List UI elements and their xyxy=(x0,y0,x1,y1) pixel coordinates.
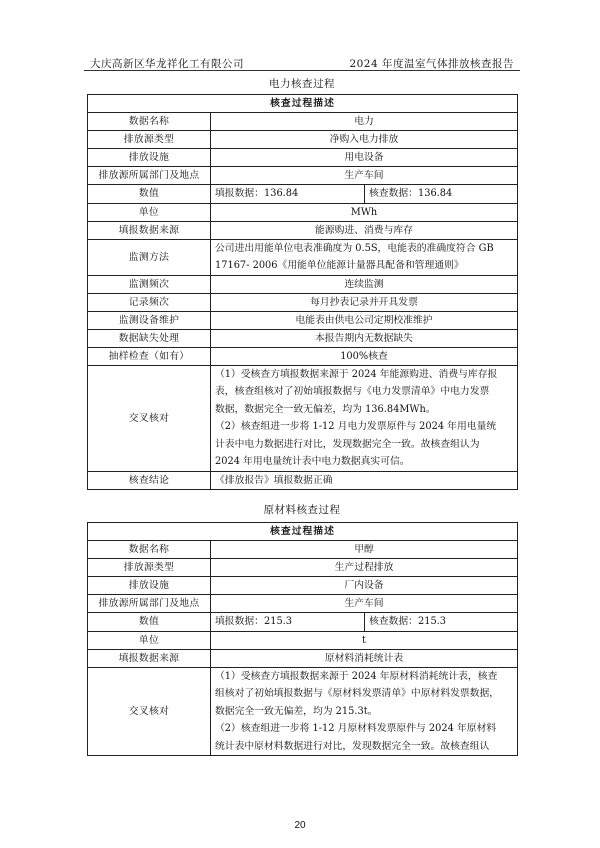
text-line: 组核对了初始填报数据与《原材料发票清单》中原材料发票数据， xyxy=(215,688,500,699)
table-header: 核查过程描述 xyxy=(88,523,518,541)
row-value: 厂内设备 xyxy=(211,577,518,595)
company-name: 大庆高新区华龙祥化工有限公司 xyxy=(90,58,244,70)
row-label: 排放源所属部门及地点 xyxy=(88,595,211,613)
text-line: （2）核查组进一步将 1-12 月原材料发票原件与 2024 年原材料 xyxy=(215,723,497,734)
row-value: 生产过程排放 xyxy=(211,559,518,577)
text-line: 公司进出用能单位电表准确度为 0.5S，电能表的准确度符合 GB xyxy=(215,242,494,254)
table-row xyxy=(88,185,518,204)
table-row xyxy=(88,347,518,365)
table-row xyxy=(88,577,518,595)
text-line: 计表中电力数据进行对比，发现数据完全一致。故核查组认为 xyxy=(215,438,480,450)
table-row xyxy=(88,595,518,613)
row-label: 抽样检查（如有） xyxy=(88,347,211,365)
text-line: 17167- 2006《用能单位能源计量器具配备和管理通则》 xyxy=(215,260,464,271)
row-value: 《排放报告》填报数据正确 xyxy=(211,471,518,490)
row-label: 数值 xyxy=(88,613,211,632)
row-value xyxy=(211,239,518,275)
table-row xyxy=(88,559,518,577)
row-value: 连续监测 xyxy=(211,275,518,293)
table-row xyxy=(88,203,518,221)
row-label: 交叉核对 xyxy=(88,365,211,471)
row-label: 填报数据来源 xyxy=(88,649,211,667)
table-row xyxy=(88,667,518,756)
table-row xyxy=(88,167,518,185)
reported-value: 填报数据：215.3 xyxy=(211,613,365,632)
header-divider xyxy=(84,70,520,71)
electricity-verification-table xyxy=(87,94,518,490)
row-label: 交叉核对 xyxy=(88,667,211,756)
row-label: 数据名称 xyxy=(88,113,211,131)
text-line: 统计表中原材料数据进行对比，发现数据完全一致。故核查组认 xyxy=(215,740,490,752)
page-header xyxy=(84,56,520,70)
row-value xyxy=(211,365,518,471)
row-label: 排放设施 xyxy=(88,577,211,595)
row-value: 甲醇 xyxy=(211,541,518,559)
row-label: 单位 xyxy=(88,631,211,649)
table-row xyxy=(88,221,518,239)
reported-value: 填报数据：136.84 xyxy=(211,185,365,204)
text-line: 表，核查组核对了初始填报数据与《电力发票清单》中电力发票 xyxy=(215,386,490,397)
row-value: 每月抄表记录并开具发票 xyxy=(211,293,518,311)
row-label: 数值 xyxy=(88,185,211,204)
text-line: （2）核查组进一步将 1-12 月电力发票原件与 2024 年用电量统 xyxy=(215,421,497,432)
row-value xyxy=(211,667,518,756)
row-label: 记录频次 xyxy=(88,293,211,311)
text-line: 数据完全一致无偏差，均为 215.3t。 xyxy=(215,705,378,717)
text-line: （1）受核查方填报数据来源于 2024 年原材料消耗统计表，核查 xyxy=(215,670,498,682)
row-label: 数据缺失处理 xyxy=(88,329,211,347)
row-label: 数据名称 xyxy=(88,541,211,559)
text-line: （1）受核查方填报数据来源于 2024 年能源购进、消费与库存报 xyxy=(215,368,498,380)
row-value: 净购入电力排放 xyxy=(211,131,518,149)
table-row xyxy=(88,613,518,632)
row-value: 本报告期内无数据缺失 xyxy=(211,329,518,347)
table-row xyxy=(88,311,518,329)
row-value: MWh xyxy=(211,203,518,221)
row-label: 监测方法 xyxy=(88,239,211,275)
row-label: 排放设施 xyxy=(88,149,211,167)
table-row xyxy=(88,541,518,559)
table-row xyxy=(88,131,518,149)
row-label: 监测设备维护 xyxy=(88,311,211,329)
table-row xyxy=(88,649,518,667)
row-value: 生产车间 xyxy=(211,595,518,613)
table-row xyxy=(88,365,518,471)
row-value: 用电设备 xyxy=(211,149,518,167)
text-line: 数据，数据完全一致无偏差，均为 136.84MWh。 xyxy=(215,403,436,415)
row-label: 监测频次 xyxy=(88,275,211,293)
row-value: 电力 xyxy=(211,113,518,131)
row-label: 填报数据来源 xyxy=(88,221,211,239)
row-label: 核查结论 xyxy=(88,471,211,490)
section-title-raw-materials: 原材料核查过程 xyxy=(263,504,341,516)
table-row xyxy=(88,113,518,131)
table-header: 核查过程描述 xyxy=(88,95,518,113)
text-line: 2024 年用电量统计表中电力数据真实可信。 xyxy=(215,456,410,467)
row-value: 生产车间 xyxy=(211,167,518,185)
table-row xyxy=(88,631,518,649)
row-value: 电能表由供电公司定期校准维护 xyxy=(211,311,518,329)
table-row xyxy=(88,149,518,167)
section-title-electricity: 电力核查过程 xyxy=(269,78,335,90)
verified-value: 核查数据：215.3 xyxy=(365,613,518,632)
table-row xyxy=(88,239,518,275)
raw-material-verification-table xyxy=(87,522,518,756)
table-row xyxy=(88,471,518,490)
table-row xyxy=(88,293,518,311)
table-row xyxy=(88,275,518,293)
row-value: 原材料消耗统计表 xyxy=(211,649,518,667)
row-label: 单位 xyxy=(88,203,211,221)
page-number: 20 xyxy=(294,820,306,831)
row-label: 排放源所属部门及地点 xyxy=(88,167,211,185)
report-title: 2024 年度温室气体排放核查报告 xyxy=(349,58,514,70)
row-label: 排放源类型 xyxy=(88,559,211,577)
table-row xyxy=(88,329,518,347)
row-value: 能源购进、消费与库存 xyxy=(211,221,518,239)
row-value: 100%核查 xyxy=(211,347,518,365)
row-label: 排放源类型 xyxy=(88,131,211,149)
verified-value: 核查数据：136.84 xyxy=(365,185,518,204)
row-value: t xyxy=(211,631,518,649)
